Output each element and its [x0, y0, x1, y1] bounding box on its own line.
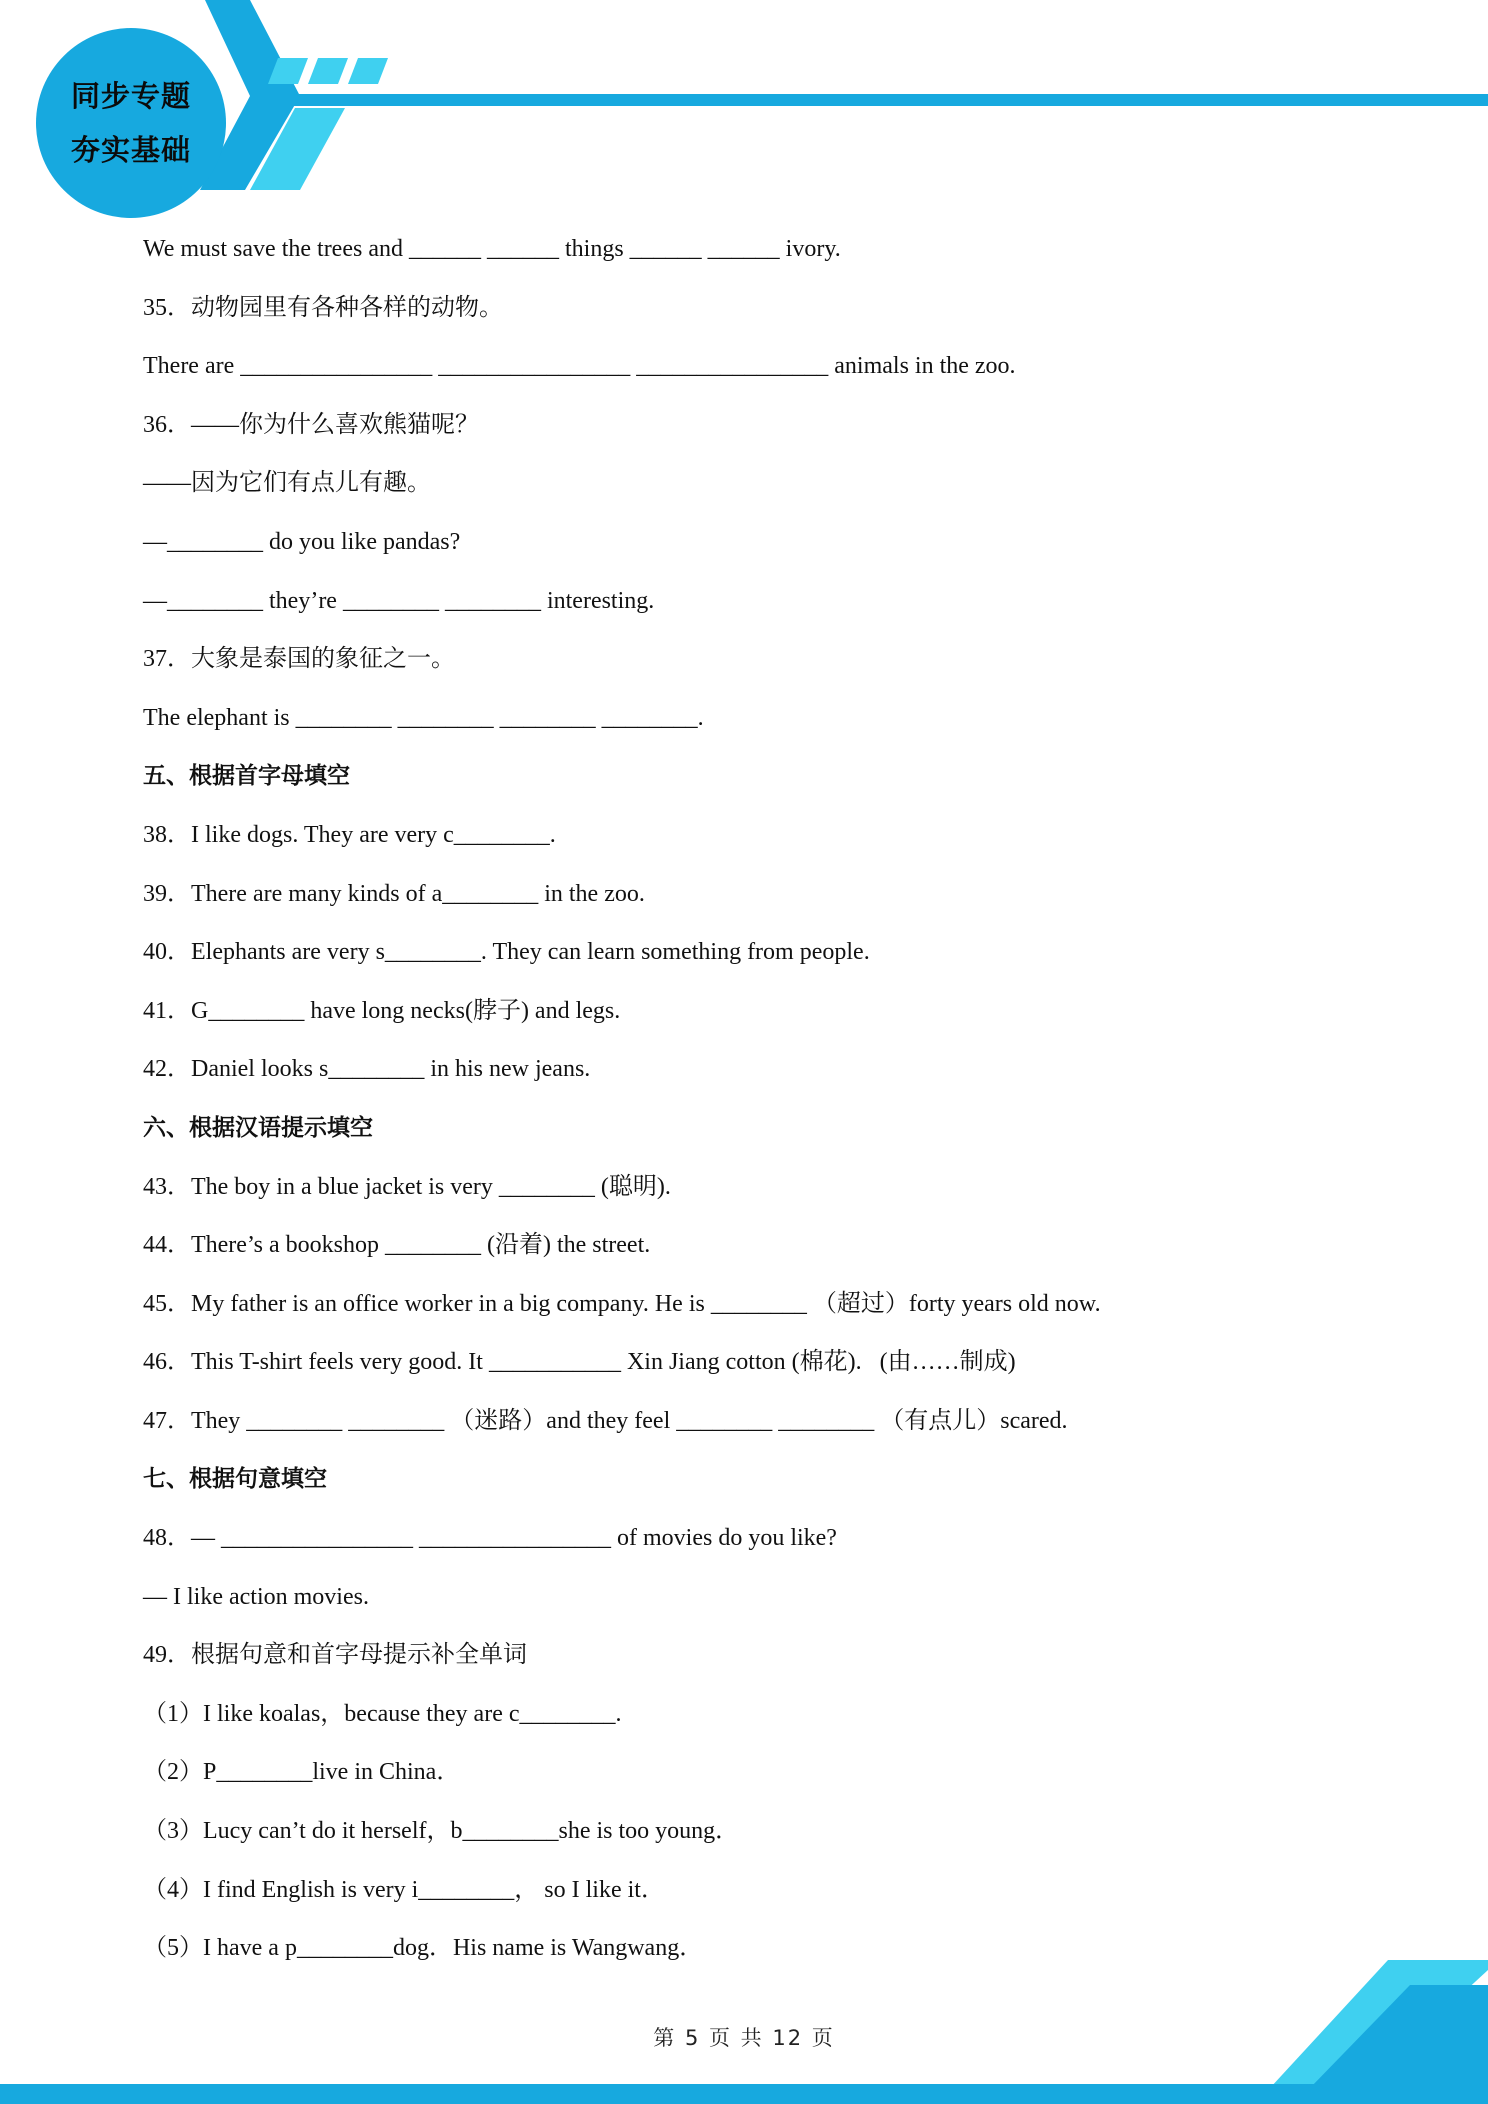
worksheet-line: We must save the trees and ______ ______ things ______ ______ ivory.	[143, 236, 841, 262]
page-number: 第 5 页 共 12 页	[653, 2026, 835, 2050]
worksheet-line: 38．I like dogs. They are very c________.	[143, 821, 556, 848]
worksheet-line: 41．G________ have long necks(脖子) and legs.	[143, 997, 621, 1024]
worksheet-line: 48．— ________________ ________________ of movies do you like?	[143, 1525, 837, 1552]
header-stripe	[308, 58, 348, 84]
worksheet-line: 49．根据句意和首字母提示补全单词	[143, 1642, 527, 1669]
header-band	[280, 94, 1488, 106]
footer-band	[0, 2084, 1488, 2104]
worksheet-line: 39．There are many kinds of a________ in the zoo.	[143, 880, 645, 907]
worksheet-line: （5）I have a p________dog．His name is Wangwang．	[143, 1935, 704, 1962]
header-badge	[36, 28, 226, 218]
badge-line-1: 同步专题	[70, 79, 191, 113]
worksheet-line: 45．My father is an office worker in a big company. He is ________ （超过）forty years old now.	[143, 1290, 1101, 1317]
worksheet-line: 40．Elephants are very s________. They can learn something from people.	[143, 939, 870, 966]
worksheet-line: 35．动物园里有各种各样的动物。	[143, 294, 503, 321]
section-heading: 五、根据首字母填空	[143, 762, 350, 790]
worksheet-line: 47．They ________ ________ （迷路）and they feel ________ ________ （有点儿）scared.	[143, 1407, 1068, 1434]
worksheet-content	[143, 220, 1383, 1978]
worksheet-line: The elephant is ________ ________ ________ ________.	[143, 704, 704, 731]
worksheet-line: ——因为它们有点儿有趣。	[143, 470, 431, 497]
section-heading: 七、根据句意填空	[143, 1465, 327, 1493]
worksheet-line: —________ do you like pandas?	[143, 528, 461, 555]
worksheet-line: There are ________________ ________________ ________________ animals in the zoo.	[143, 353, 1016, 380]
section-heading: 六、根据汉语提示填空	[143, 1113, 373, 1141]
worksheet-line: 44．There’s a bookshop ________ (沿着) the street.	[143, 1232, 651, 1259]
worksheet-line: （2）P________live in China．	[143, 1759, 461, 1786]
worksheet-line: 36．——你为什么喜欢熊猫呢？	[143, 411, 479, 438]
worksheet-line: 37．大象是泰国的象征之一。	[143, 646, 455, 673]
badge-line-2: 夯实基础	[70, 133, 191, 167]
header-stripe	[348, 58, 388, 84]
worksheet-line: 46．This T-shirt feels very good. It ___________ Xin Jiang cotton (棉花). (由……制成)	[143, 1349, 1016, 1376]
worksheet-line: —________ they’re ________ ________ interesting.	[143, 587, 655, 614]
worksheet-line: — I like action movies.	[143, 1583, 369, 1610]
worksheet-line: 43．The boy in a blue jacket is very ________ (聪明).	[143, 1173, 671, 1200]
worksheet-line: （4）I find English is very i________， so I like it．	[143, 1876, 665, 1903]
worksheet-line: （1）I like koalas，because they are c________.	[143, 1700, 622, 1727]
worksheet-line: （3）Lucy can’t do it herself，b________she is too young．	[143, 1818, 740, 1845]
worksheet-line: 42．Daniel looks s________ in his new jeans.	[143, 1056, 591, 1083]
